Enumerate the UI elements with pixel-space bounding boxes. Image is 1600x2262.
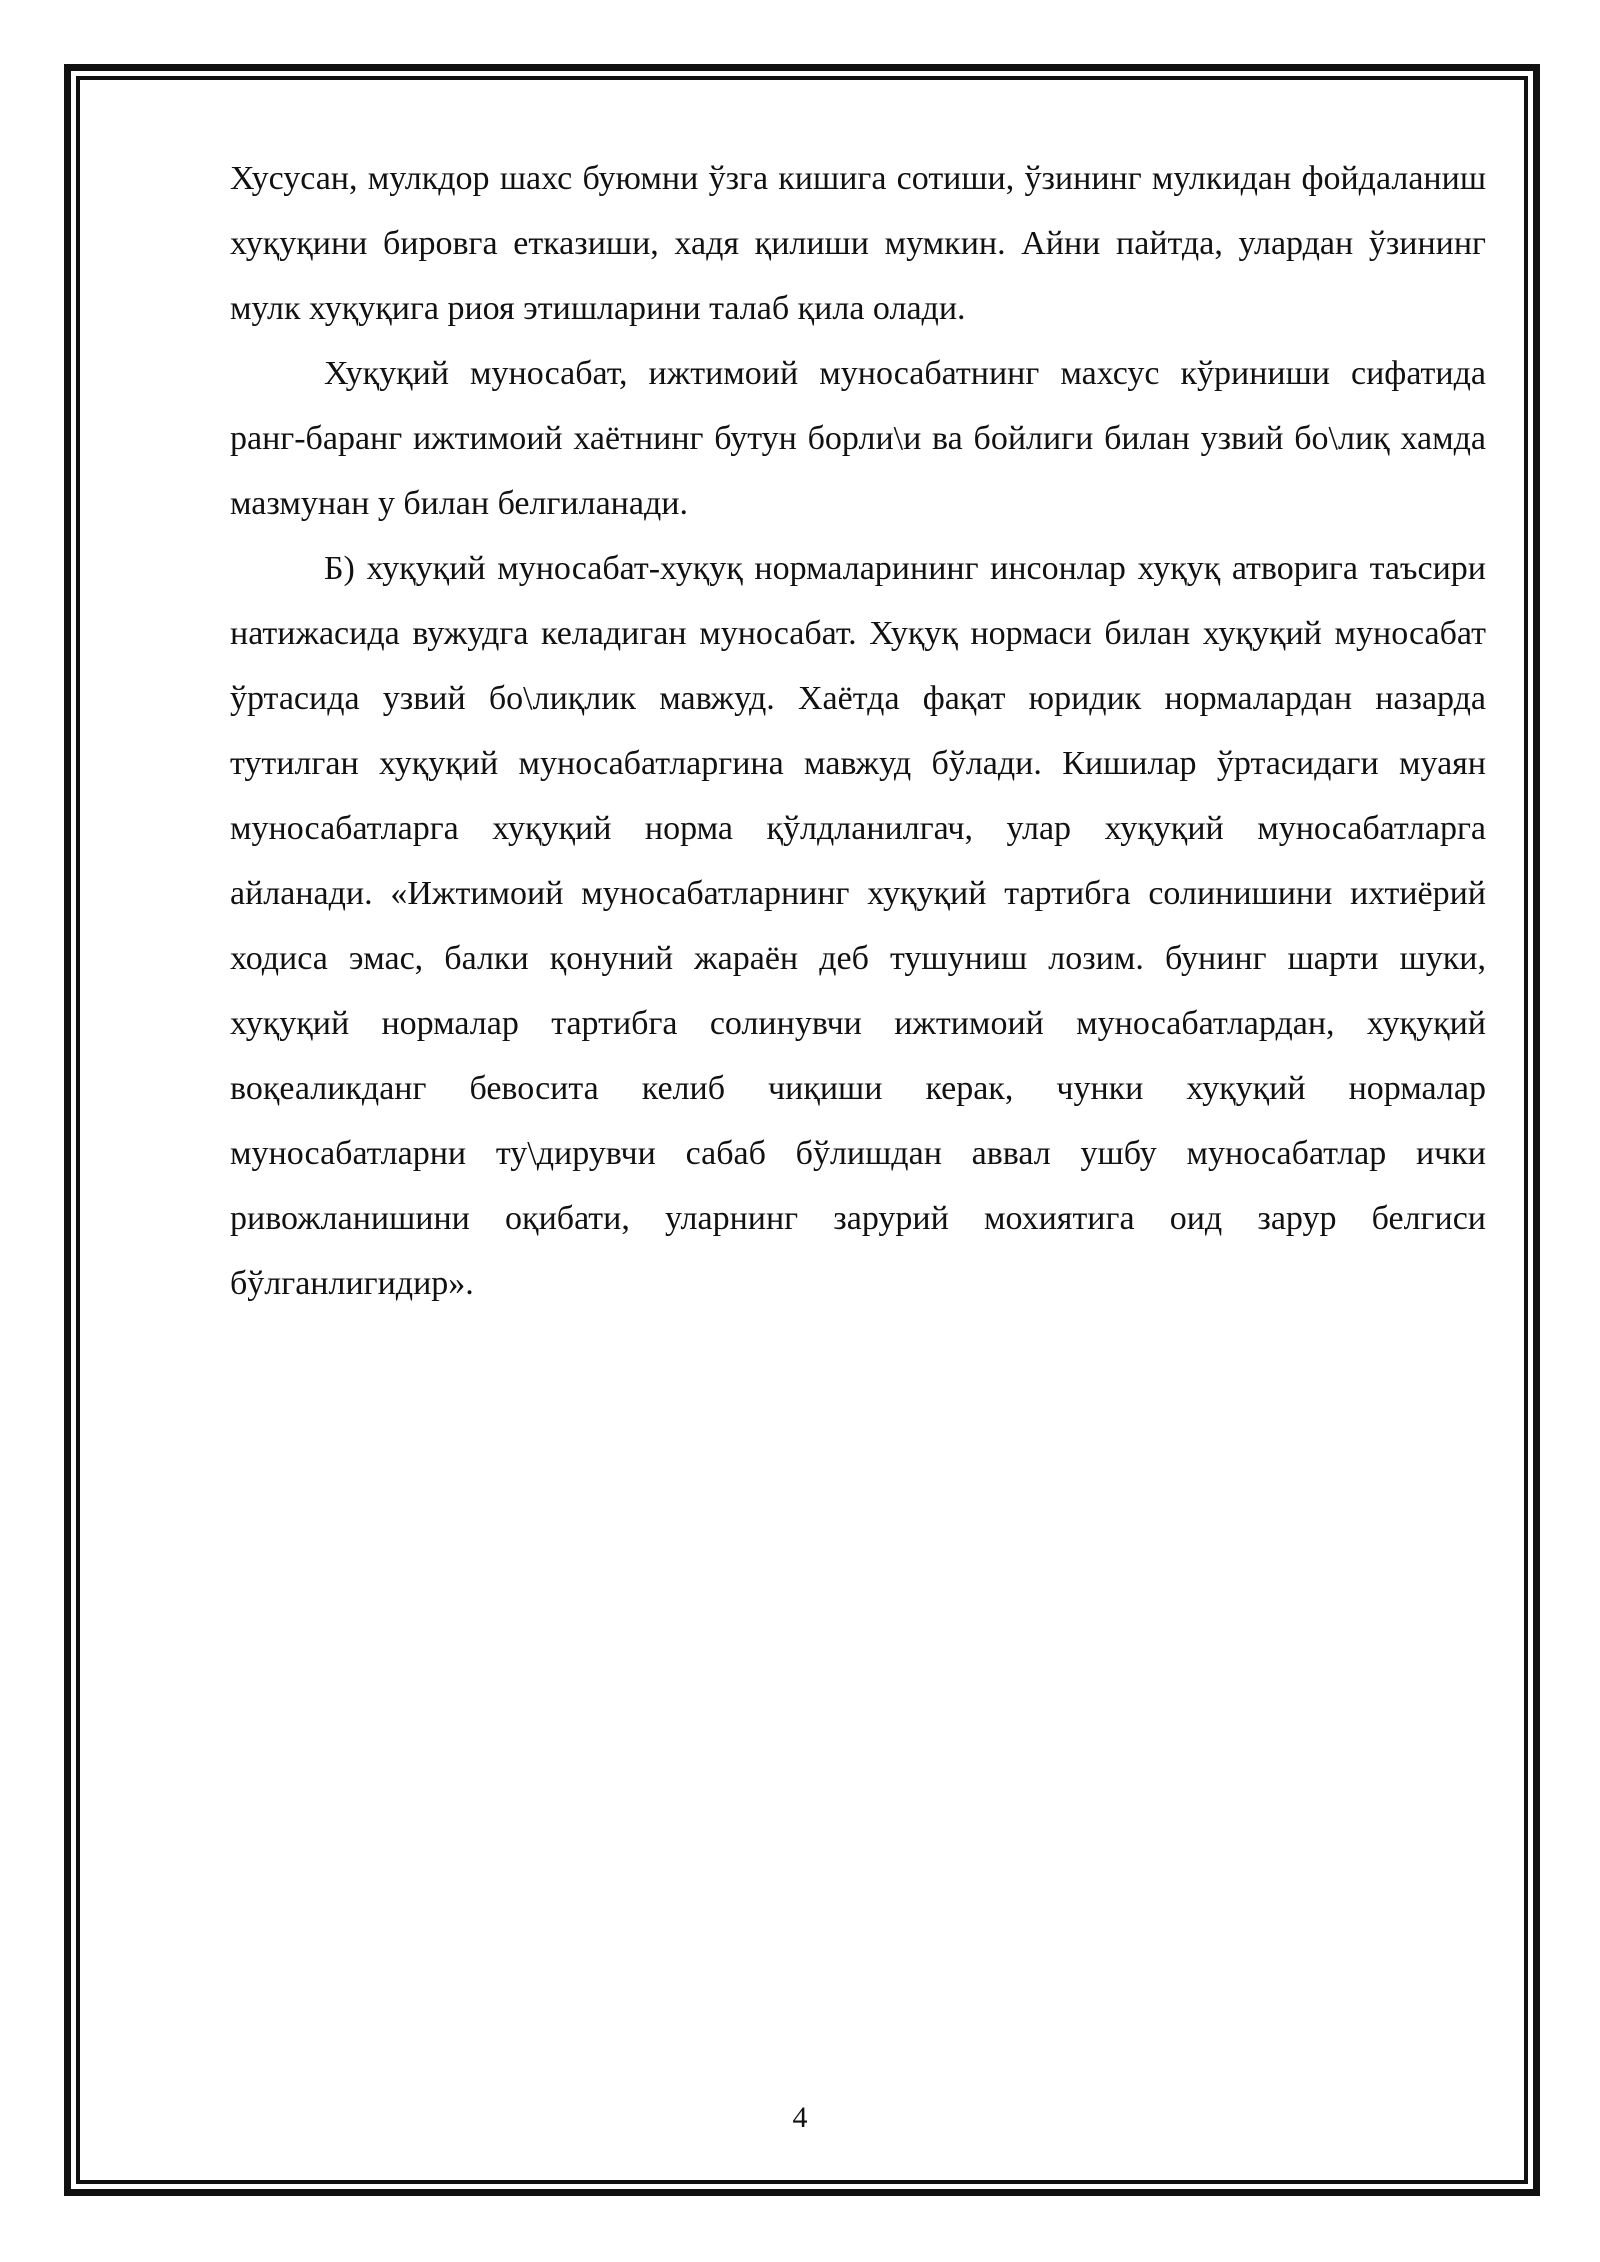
page-number: 4: [792, 2101, 808, 2134]
document-body: [230, 146, 1486, 1316]
paragraph-3: Б) хуқуқий муносабат-хуқуқ нормаларининг инсонлар хуқуқ атворига таъсири натижасида вужудга келадиган муносабат. Хуқуқ нормаси билан хуқуқий муносабат ўртасида узвий бо\лиқлик мавжуд. Хаётда фақат юридик нормалардан назарда тутилган хуқуқий муносабатларгина мавжуд бўлади. Кишилар ўртасидаги муаян муносабатларга хуқуқий норма қўлдланилгач, улар хуқуқий муносабатларга айланади. «Ижтимоий муносабатларнинг хуқуқий тартибга солинишини ихтиёрий ходиса эмас, балки қонуний жараён деб тушуниш лозим. бунинг шарти шуки, хуқуқий нормалар тартибга солинувчи ижтимоий муносабатлардан, хуқуқий воқеаликданг бевосита келиб чиқиши керак, чунки хуқуқий нормалар муносабатларни ту\дирувчи сабаб бўлишдан аввал ушбу муносабатлар ички ривожланишини оқибати, уларнинг зарурий мохиятига оид зарур белгиси бўлганлигидир».: [230, 550, 1486, 1302]
paragraph-1: Хусусан, мулкдор шахс буюмни ўзга кишига сотиши, ўзининг мулкидан фойдаланиш хуқуқини бировга етказиши, хадя қилиши мумкин. Айни пайтда, улардан ўзининг мулк хуқуқига риоя этишларини талаб қила олади.: [230, 160, 1486, 327]
paragraph-2: Хуқуқий муносабат, ижтимоий муносабатнинг махсус кўриниши сифатида ранг-баранг ижтимоий хаётнинг бутун борли\и ва бойлиги билан узвий бо\лиқ хамда мазмунан у билан белгиланади.: [230, 355, 1486, 522]
